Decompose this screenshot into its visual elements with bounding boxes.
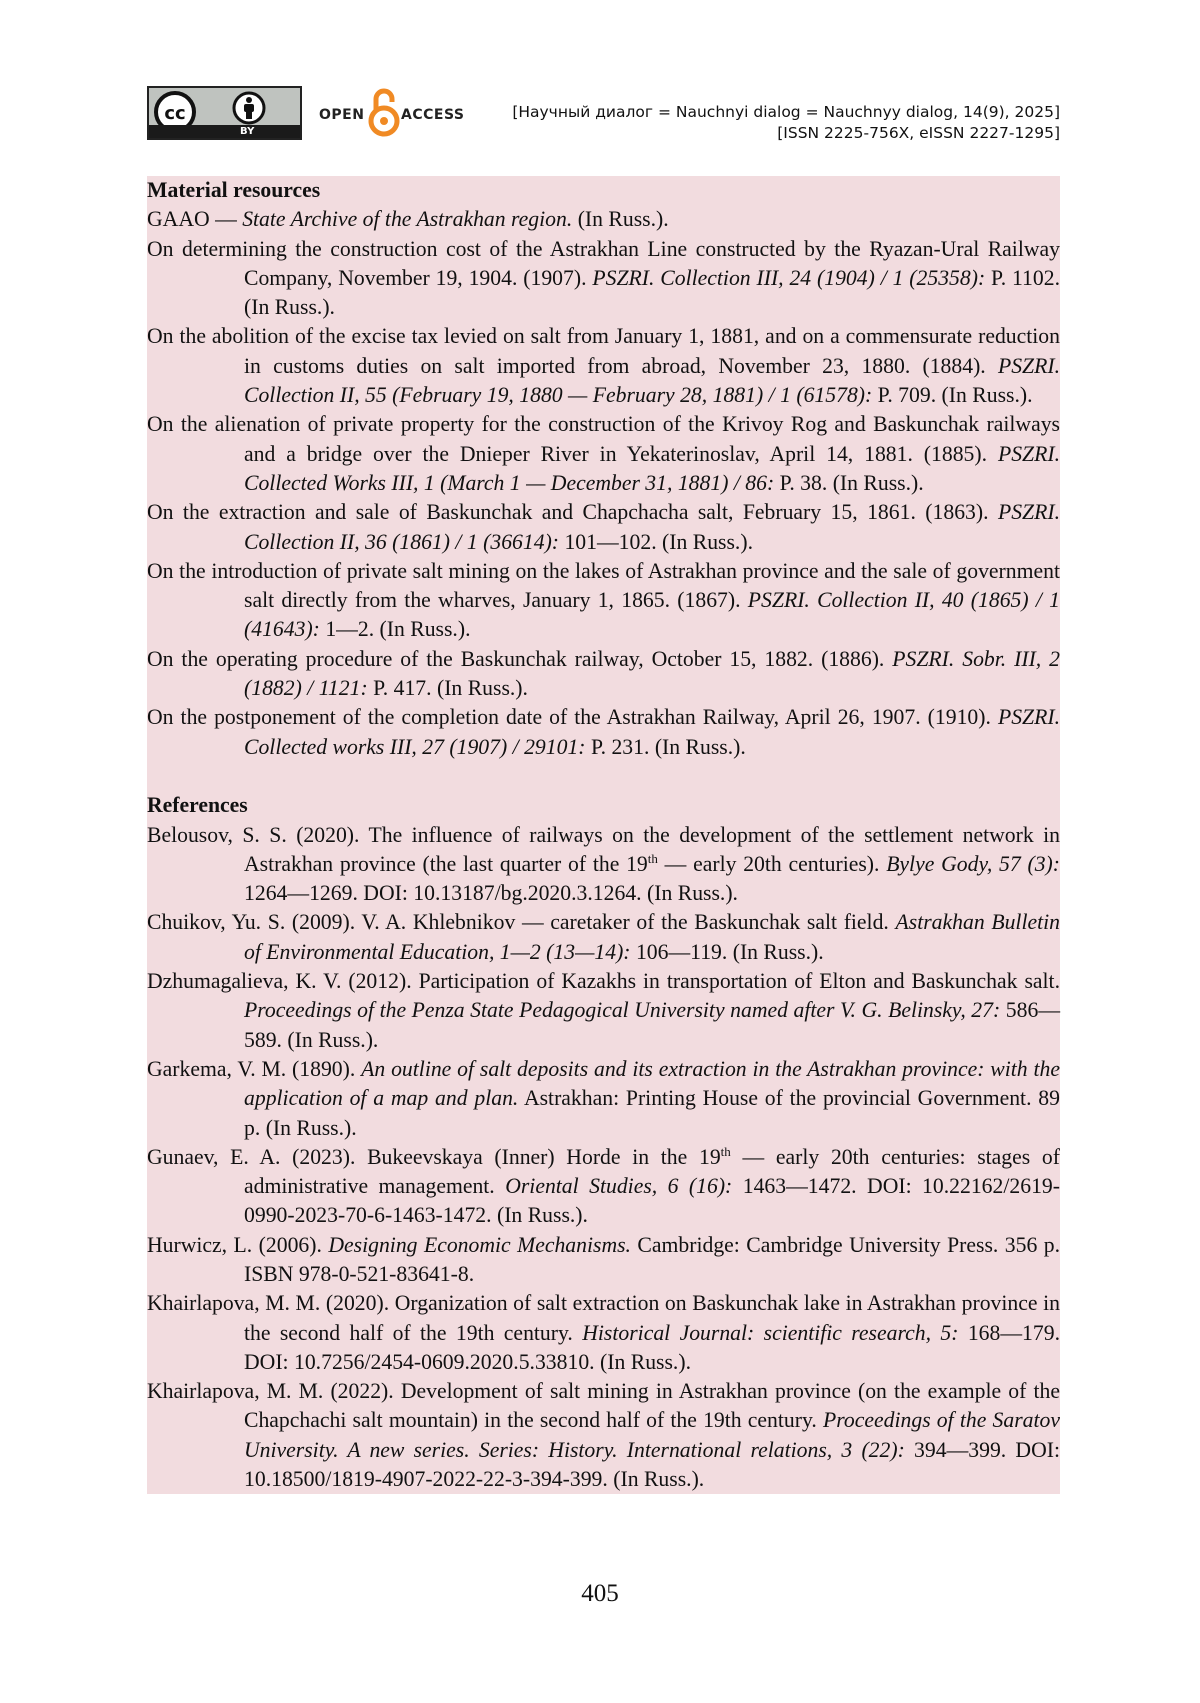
reference-gunaev: Gunaev, E. A. (2023). Bukeevskaya (Inner) Horde in the 19th — early 20th centuries: stages of administrative management. Oriental Studies, 6 (16): 1463—1472. DOI: 10.22162/2619-0990-2023-70-6-1463-1472. (In Russ.). [147,1143,1060,1228]
journal-issn: [ISSN 2225-756X, eISSN 2227-1295] [777,124,1060,142]
open-access-logo[interactable] [319,86,469,140]
open-access-word1: OPEN [319,107,365,123]
material-entry: On the extraction and sale of Baskunchak and Chapchacha salt, February 15, 1861. (1863). PSZRI. Collection II, 36 (1861) / 1 (36614): 101—102. (In Russ.). [147,500,1060,554]
journal-info [512,102,1060,144]
journal-citation: [Научный диалог = Nauchnyi dialog = Nauchnyy dialog, 14(9), 2025] [512,103,1060,121]
svg-text:cc: cc [164,103,186,124]
material-entry: On the introduction of private salt mining on the lakes of Astrakhan province and the sale of government salt directly from the wharves, January 1, 1865. (1867). PSZRI. Collection II, 40 (1865) / 1 (41643): 1—2. (In Russ.). [147,558,1060,642]
page-header [147,86,1060,146]
reference-chuikov: Chuikov, Yu. S. (2009). V. A. Khlebnikov — caretaker of the Baskunchak salt field. Astrakhan Bulletin of Environmental Education, 1—2 (13—14): 106—119. (In Russ.). [147,910,1060,964]
attribution-person-icon [232,91,266,125]
reference-belousov: Belousov, S. S. (2020). The influence of railways on the development of the settlement network in Astrakhan province (the last quarter of the 19th — early 20th centuries). Bylye Gody, 57 (3): 1264—1269. DOI: 10.13187/bg.2020.3.1264. (In Russ.). [147,822,1060,906]
open-access-word2: ACCESS [401,107,465,123]
material-entry: On determining the construction cost of the Astrakhan Line constructed by the Ryazan-Ural Railway Company, November 19, 1904. (1907). PSZRI. Collection III, 24 (1904) / 1 (25358): P. 1102. (In Russ.). [147,236,1060,320]
material-entry: On the postponement of the completion date of the Astrakhan Railway, April 26, 1907. (1910). PSZRI. Collected works III, 27 (1907) / 29101: P. 231. (In Russ.). [147,705,1060,759]
material-resources-heading: Material resources [147,178,321,202]
material-entry: On the operating procedure of the Baskunchak railway, October 15, 1882. (1886). PSZRI. Sobr. III, 2 (1882) / 1121: P. 417. (In Russ.). [147,646,1060,701]
references-heading: References [147,793,248,818]
bibliography-content [147,176,1060,1494]
cc-by-license-badge[interactable] [147,86,302,140]
reference-hurwicz: Hurwicz, L. (2006). Designing Economic Mechanisms. Cambridge: Cambridge University Press. 356 p. ISBN 978-0-521-83641-8. [147,1232,1061,1286]
reference-khairlapova-2022: Khairlapova, M. M. (2022). Development of salt mining in Astrakhan province (on the example of the Chapchachi salt mountain) in the second half of the 19th century. Proceedings of the Saratov University. A new series. Series: History. International relations, 3 (22): 394—399. DOI: 10.18500/1819-4907-2022-22-3-394-399. (In Russ.). [147,1379,1061,1492]
reference-dzhumagalieva: Dzhumagalieva, K. V. (2012). Participation of Kazakhs in transportation of Elton and Baskunchak salt. Proceedings of the Penza State Pedagogical University named after V. G. Belinsky, 27: 586—589. (In Russ.). [147,969,1061,1052]
material-entry: On the abolition of the excise tax levied on salt from January 1, 1881, and on a commensurate reduction in customs duties on salt imported from abroad, November 23, 1880. (1884). PSZRI. Collection II, 55 (February 19, 1880 — February 28, 1881) / 1 (61578): P. 709. (In Russ.). [147,324,1060,408]
open-lock-icon [367,86,401,138]
reference-garkema: Garkema, V. M. (1890). An outline of salt deposits and its extraction in the Astrakhan province: with the application of a map and plan. Astrakhan: Printing House of the provincial Government. 89 p. (In Russ.). [147,1056,1060,1140]
license-badge-text: BY [240,126,255,137]
material-entry: On the alienation of private property for the construction of the Krivoy Rog and Baskunchak railways and a bridge over the Dnieper River in Yekaterinoslav, April 14, 1881. (1885). PSZRI. Collected Works III, 1 (March 1 — December 31, 1881) / 86: P. 38. (In Russ.). [147,412,1060,495]
page-number: 405 [581,1580,619,1607]
material-entry: GAAO — State Archive of the Astrakhan region. (In Russ.). [147,207,669,232]
reference-khairlapova-2020: Khairlapova, M. M. (2020). Organization of salt extraction on Baskunchak lake in Astrakhan province in the second half of the 19th century. Historical Journal: scientific research, 5: 168—179. DOI: 10.7256/2454-0609.2020.5.33810. (In Russ.). [147,1291,1060,1374]
